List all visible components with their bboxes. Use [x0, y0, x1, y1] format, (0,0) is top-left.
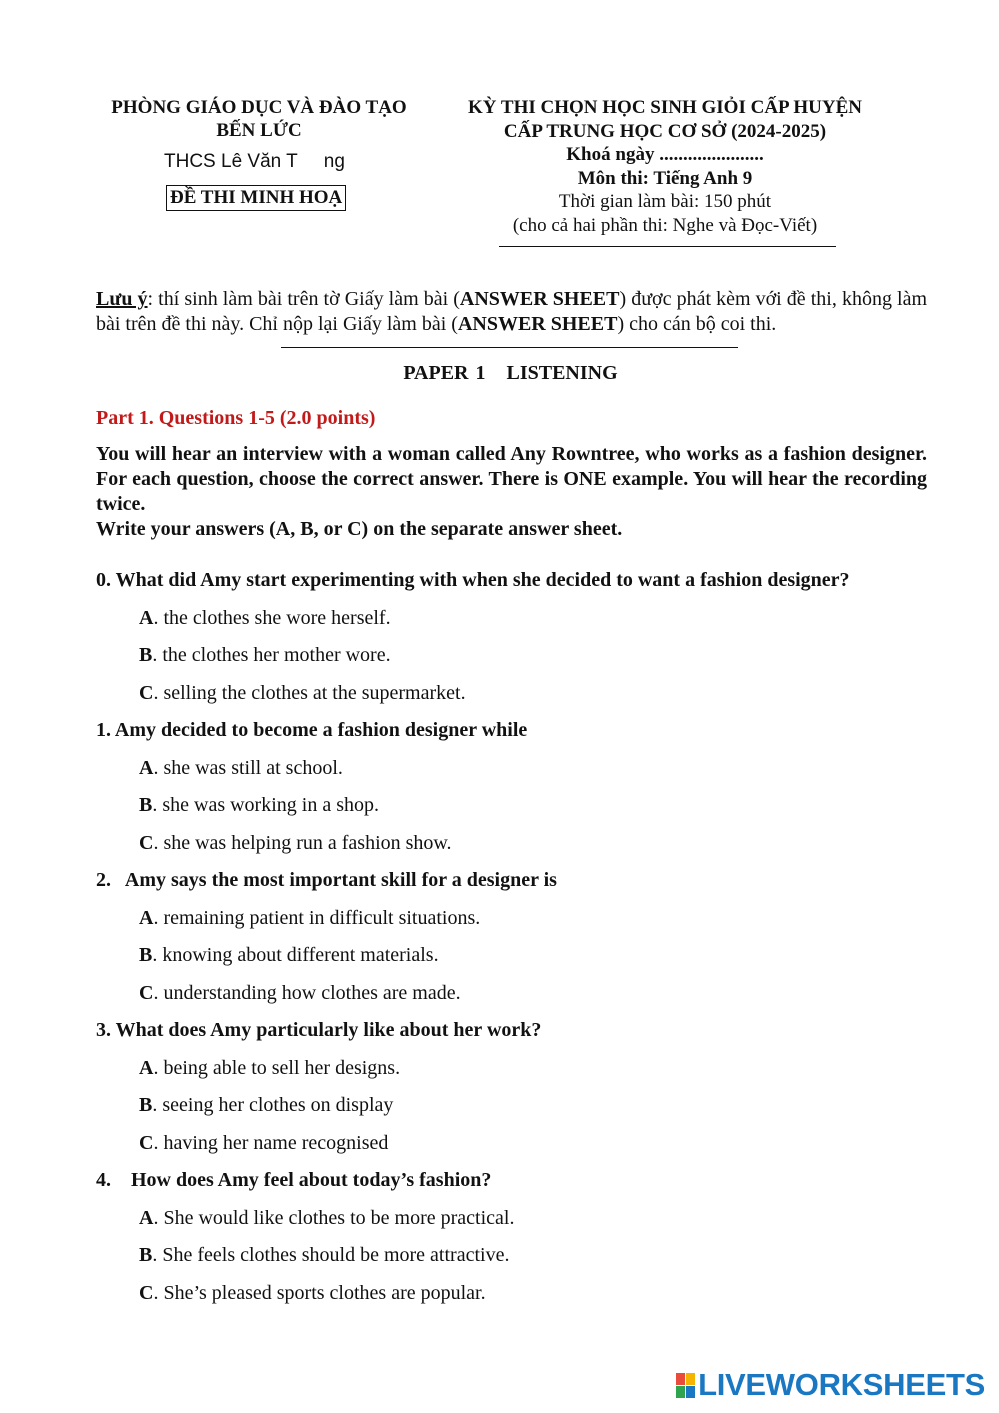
question-list: [96, 568, 936, 1318]
option-letter: C: [139, 1131, 154, 1154]
question-item: [96, 1018, 936, 1155]
option-text: She feels clothes should be more attractive.: [162, 1244, 510, 1266]
part-title: Part 1. Questions 1-5 (2.0 points): [96, 407, 376, 429]
department-location: BẾN LỨC: [216, 120, 302, 141]
question-text: 4. How does Amy feel about today’s fashion?: [96, 1169, 492, 1191]
exam-subject: Môn thi: Tiếng Anh 9: [577, 167, 753, 189]
option-letter: A: [139, 906, 154, 929]
school-name: THCS Lê Văn T ng: [164, 151, 345, 172]
answer-option[interactable]: A. being able to sell her designs.: [139, 1056, 401, 1079]
question-item: [96, 718, 936, 855]
exam-title: KỲ THI CHỌN HỌC SINH GIỎI CẤP HUYỆN: [468, 97, 862, 118]
option-text: being able to sell her designs.: [163, 1056, 401, 1079]
question-text: 0. What did Amy start experimenting with when she decided to want a fashion designer?: [96, 569, 850, 591]
note-divider: [281, 347, 738, 348]
option-letter: C: [139, 981, 154, 1004]
instruction-text: You will hear an interview with a woman called Any Rowntree, who works as a fashion designer. For each question, choose the correct answer. There is ONE example. You will hear the recording twice.: [96, 443, 927, 515]
question-text: 3. What does Amy particularly like about her work?: [96, 1019, 542, 1041]
option-text: the clothes she wore herself.: [163, 606, 391, 629]
option-letter: C: [139, 1281, 154, 1304]
header-right: [440, 96, 890, 237]
question-item: [96, 568, 936, 705]
option-letter: A: [139, 606, 154, 629]
question-text: 1. Amy decided to become a fashion designer while: [96, 719, 528, 741]
option-text: seeing her clothes on display: [162, 1094, 394, 1116]
exam-duration-note: (cho cả hai phần thi: Nghe và Đọc-Viết): [512, 214, 818, 236]
option-letter: C: [139, 831, 154, 854]
answer-option[interactable]: B. She feels clothes should be more attractive.: [139, 1244, 510, 1266]
mock-exam-label: ĐỀ THI MINH HOẠ: [166, 185, 346, 211]
option-letter: B: [139, 1094, 153, 1116]
option-text: remaining patient in difficult situations.: [163, 906, 481, 929]
answer-option[interactable]: B. she was working in a shop.: [139, 794, 379, 816]
liveworksheets-logo-icon: [676, 1372, 696, 1398]
note-text-2: ) được phát kèm với đề thi, không làm bài trên đề thi này. Chỉ nộp lại Giấy làm bài (: [96, 288, 928, 335]
answer-option[interactable]: A. remaining patient in difficult situations.: [139, 906, 481, 929]
option-text: selling the clothes at the supermarket.: [163, 681, 466, 704]
option-text: understanding how clothes are made.: [163, 981, 461, 1004]
option-letter: A: [139, 756, 154, 779]
exam-level: CẤP TRUNG HỌC CƠ SỞ (2024-2025): [503, 120, 827, 142]
exam-date: Khoá ngày ......................: [566, 144, 764, 165]
department-name: PHÒNG GIÁO DỤC VÀ ĐÀO TẠO: [111, 97, 407, 118]
answer-option[interactable]: A. the clothes she wore herself.: [139, 606, 391, 629]
option-text: the clothes her mother wore.: [162, 644, 391, 666]
note-answer-sheet-1: ANSWER SHEET: [459, 288, 620, 310]
part-instructions: [96, 442, 927, 542]
question-text: 2. Amy says the most important skill for a designer is: [96, 869, 557, 891]
note-answer-sheet-2: ANSWER SHEET: [457, 313, 618, 335]
exam-note: [96, 287, 927, 337]
paper-title: PAPER 1 LISTENING: [403, 362, 618, 384]
option-letter: C: [139, 681, 154, 704]
option-text: She’s pleased sports clothes are popular.: [163, 1281, 486, 1304]
exam-duration: Thời gian làm bài: 150 phút: [558, 191, 772, 212]
option-text: she was still at school.: [163, 756, 343, 779]
header-divider: [499, 246, 836, 247]
question-item: [96, 868, 936, 1005]
note-label: Lưu ý: [96, 288, 148, 310]
option-text: knowing about different materials.: [162, 944, 439, 966]
liveworksheets-logo[interactable]: [676, 1365, 985, 1405]
answer-option[interactable]: B. the clothes her mother wore.: [139, 644, 391, 666]
option-text: she was working in a shop.: [162, 794, 379, 816]
note-text-1: : thí sinh làm bài trên tờ Giấy làm bài (: [147, 288, 460, 310]
answer-option[interactable]: C. She’s pleased sports clothes are popular.: [139, 1281, 486, 1304]
answer-option[interactable]: B. seeing her clothes on display: [139, 1094, 394, 1116]
answer-option[interactable]: C. selling the clothes at the supermarket.: [139, 681, 466, 704]
note-text-3: ) cho cán bộ coi thi.: [617, 313, 777, 335]
option-letter: B: [139, 644, 153, 666]
answer-option[interactable]: C. she was helping run a fashion show.: [139, 831, 452, 854]
answer-option[interactable]: B. knowing about different materials.: [139, 944, 439, 966]
option-letter: A: [139, 1056, 154, 1079]
answer-option[interactable]: A. she was still at school.: [139, 756, 343, 779]
answer-option[interactable]: C. understanding how clothes are made.: [139, 981, 461, 1004]
answer-option[interactable]: C. having her name recognised: [139, 1131, 389, 1154]
option-letter: A: [139, 1206, 154, 1229]
option-letter: B: [139, 944, 153, 966]
question-item: [96, 1168, 936, 1305]
brand-name: LIVEWORKSHEETS: [698, 1367, 985, 1402]
header-left: [96, 96, 422, 211]
instruction-answer-note: Write your answers (A, B, or C) on the separate answer sheet.: [96, 518, 623, 540]
option-letter: B: [139, 794, 153, 816]
option-text: having her name recognised: [163, 1131, 389, 1154]
answer-option[interactable]: A. She would like clothes to be more practical.: [139, 1206, 515, 1229]
option-text: she was helping run a fashion show.: [163, 831, 452, 854]
option-text: She would like clothes to be more practical.: [163, 1206, 515, 1229]
option-letter: B: [139, 1244, 153, 1266]
